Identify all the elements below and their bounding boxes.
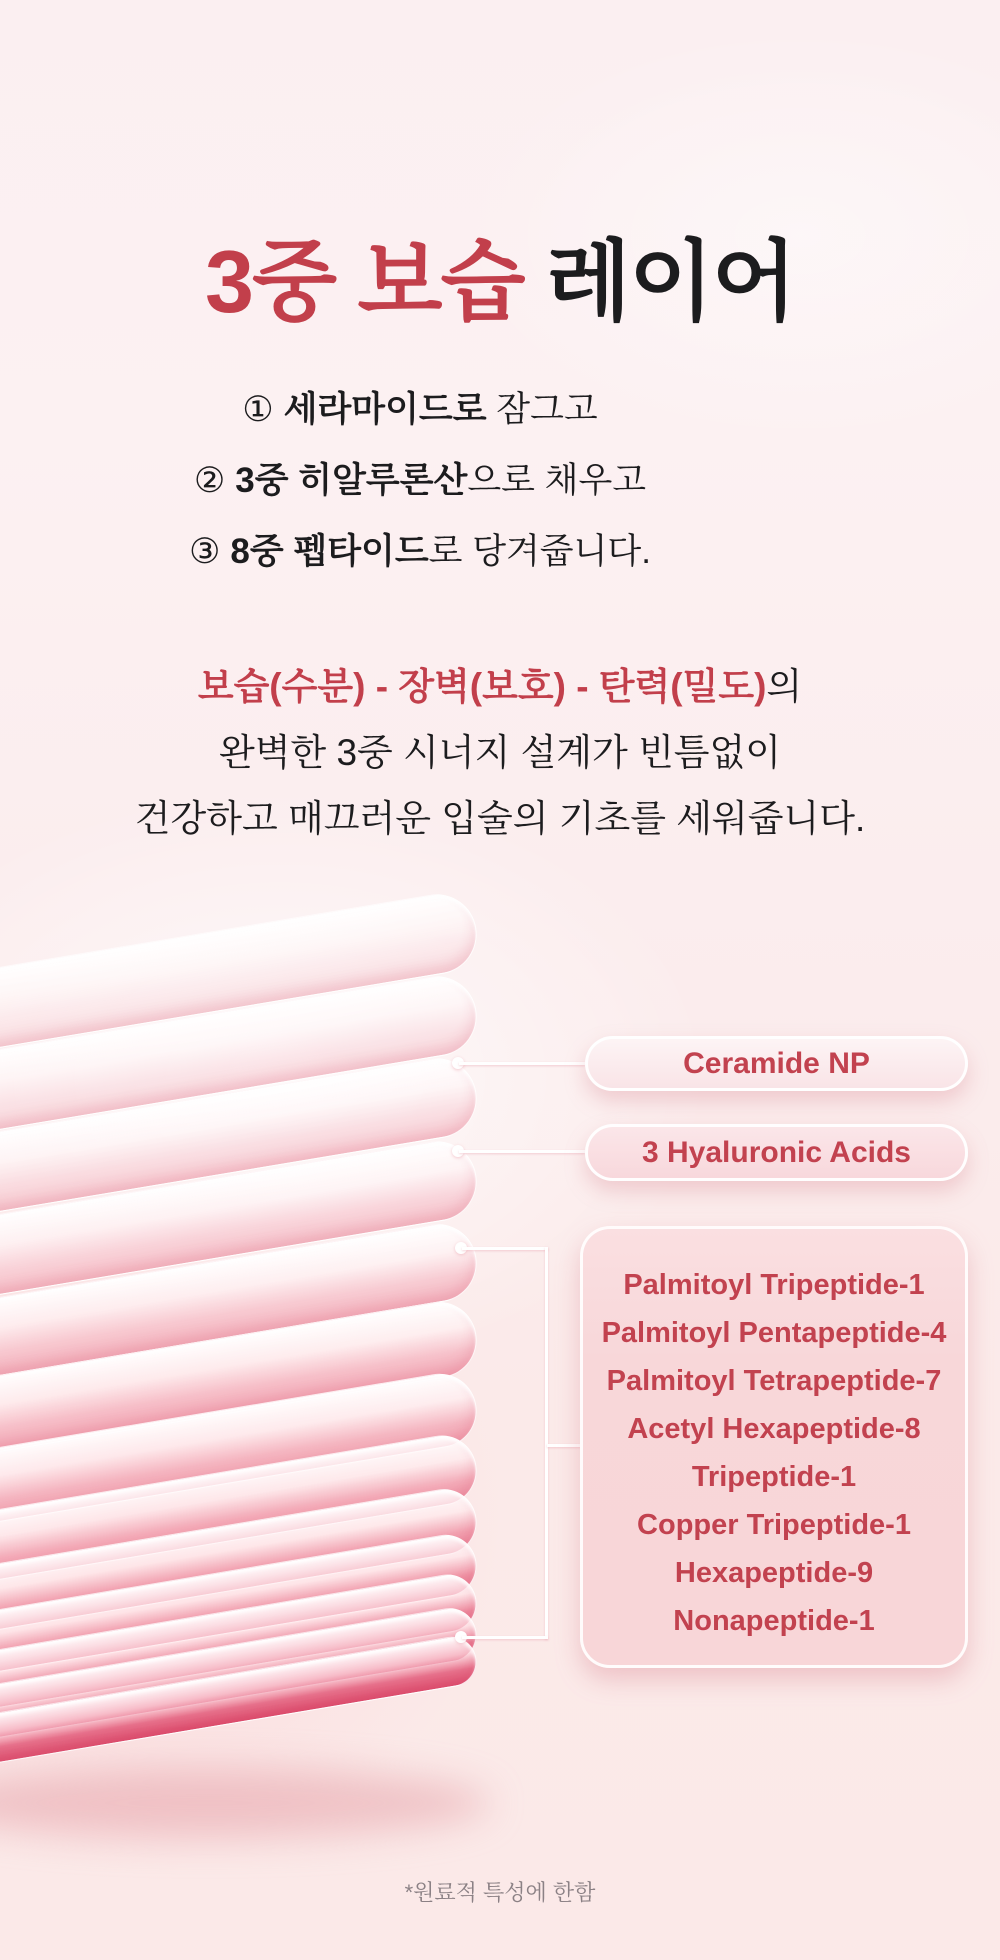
connector-line-ceramide bbox=[459, 1062, 585, 1065]
peptide-item: Palmitoyl Tripeptide-1 bbox=[623, 1269, 925, 1301]
synergy-suffix: 의 bbox=[766, 666, 803, 707]
peptide-item: Copper Tripeptide-1 bbox=[637, 1509, 911, 1541]
step-item-1 bbox=[0, 374, 920, 445]
synergy-line-3: 건강하고 매끄러운 입술의 기초를 세워줍니다. bbox=[134, 798, 866, 839]
peptide-item: Hexapeptide-9 bbox=[674, 1557, 874, 1589]
synergy-red-text: 보습(수분) - 장벽(보호) - 탄력(밀도) bbox=[197, 666, 767, 707]
callout-hyaluronic-acids: 3 Hyaluronic Acids bbox=[585, 1124, 968, 1181]
callout-ceramide-np: Ceramide NP bbox=[585, 1036, 968, 1091]
step-rest: 잠그고 bbox=[486, 390, 598, 429]
step-keyword: 8중 펩타이드 bbox=[230, 532, 429, 571]
step-number: ② bbox=[193, 461, 226, 500]
bracket-bottom-line bbox=[462, 1636, 548, 1639]
step-item-3 bbox=[0, 516, 920, 587]
title-rest: 레이어 bbox=[523, 231, 795, 331]
connector-line-hyaluronic bbox=[459, 1150, 585, 1153]
bracket-top-line bbox=[462, 1247, 548, 1250]
bracket-vertical-line bbox=[545, 1247, 548, 1639]
peptide-item: Tripeptide-1 bbox=[691, 1461, 857, 1493]
title-highlight: 3중 보습 bbox=[205, 231, 524, 331]
callout-peptides-box bbox=[580, 1226, 968, 1668]
synergy-line-2: 완벽한 3중 시너지 설계가 빈틈없이 bbox=[218, 732, 782, 773]
step-rest: 으로 채우고 bbox=[467, 461, 647, 500]
bracket-middle-connector bbox=[547, 1444, 583, 1447]
steps-list bbox=[0, 374, 920, 587]
step-keyword: 세라마이드로 bbox=[283, 390, 487, 429]
step-item-2 bbox=[0, 445, 920, 516]
page-title bbox=[0, 227, 1000, 337]
step-number: ① bbox=[242, 390, 274, 429]
peptide-item: Nonapeptide-1 bbox=[673, 1605, 875, 1637]
stack-shadow bbox=[0, 1768, 490, 1838]
step-rest: 로 당겨줍니다. bbox=[428, 532, 651, 571]
synergy-paragraph bbox=[0, 654, 1000, 852]
footnote: *원료적 특성에 한함 bbox=[404, 1880, 596, 1905]
synergy-headline bbox=[0, 654, 1000, 720]
step-keyword: 3중 히알루론산 bbox=[235, 461, 468, 500]
step-number: ③ bbox=[189, 532, 221, 571]
peptide-item: Palmitoyl Tetrapeptide-7 bbox=[606, 1365, 942, 1397]
peptide-item: Acetyl Hexapeptide-8 bbox=[627, 1413, 921, 1445]
peptide-item: Palmitoyl Pentapeptide-4 bbox=[601, 1317, 947, 1349]
